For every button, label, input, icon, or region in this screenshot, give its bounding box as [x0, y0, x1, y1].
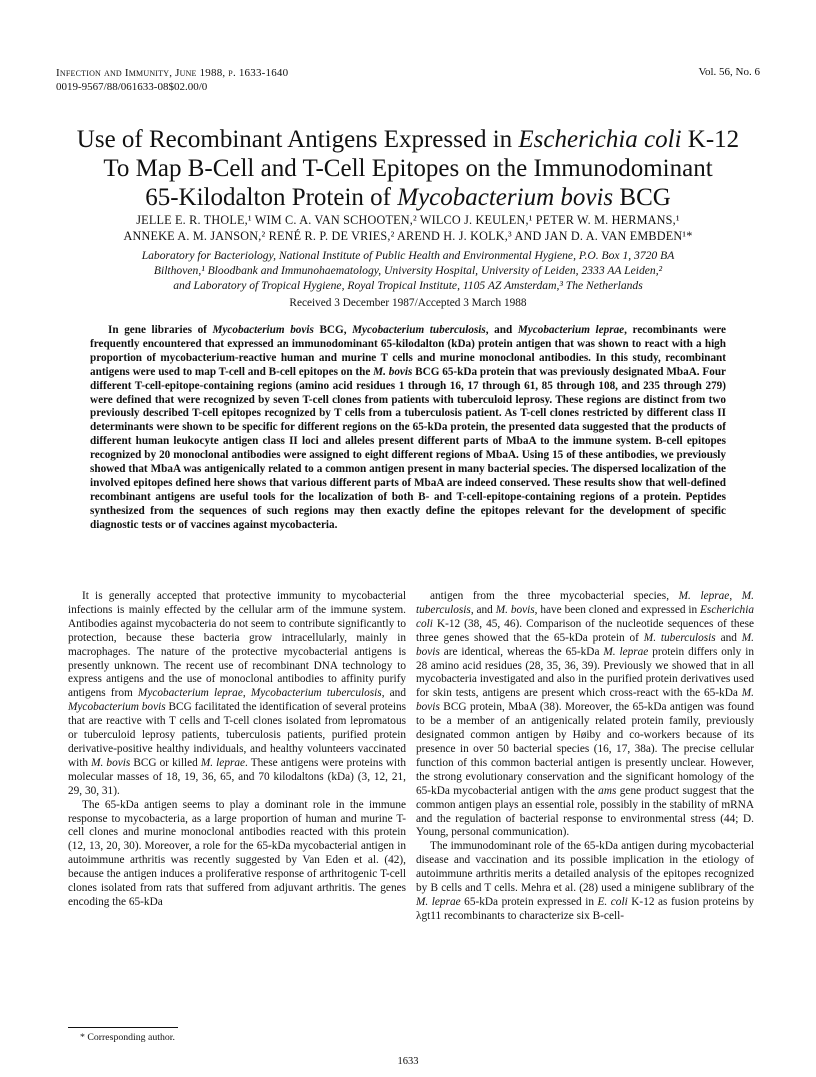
- journal-header: [56, 66, 288, 94]
- paragraph: The 65-kDa antigen seems to play a dominant role in the immune response to mycobacteria, as a large proportion of human and murine T-cell clones and murine monoclonal antibodies reacted with this protein (12, 13, 20, 30). Moreover, a role for the 65-kDa mycobacterial antigen in autoimmune arthritis was recently suggested by Van Eden et al. (42), because the antigen induces a proliferative response of arthritogenic T-cell clones isolated from rats that suffered from adjuvant arthritis. The genes encoding the 65-kDa: [68, 798, 406, 908]
- paragraph: The immunodominant role of the 65-kDa antigen during mycobacterial disease and vaccination and its possible implication in the etiology of autoimmune arthritis merits a detailed analysis of the epitopes recognized by B cells and T cells. Mehra et al. (28) used a minigene sublibrary of the M. leprae 65-kDa protein expressed in E. coli K-12 as fusion proteins by λgt11 recombinants to characterize six B-cell-: [416, 840, 754, 922]
- footnote-rule: [68, 1027, 178, 1028]
- paragraph: It is generally accepted that protective immunity to mycobacterial infections is mainly effected by the cellular arm of the immune system. Antibodies against mycobacteria do not seem to contribute significantly to protection, because these bacteria grow intracellularly, mainly in macrophages. The nature of the protective mycobacterial antigens is presently unknown. The recent use of recombinant DNA technology to express antigens and the use of monoclonal antibodies to affinity purify antigens from Mycobacterium leprae, Mycobacterium tuberculosis, and Mycobacterium bovis BCG facilitated the identification of several proteins that are reactive with T cells and T-cell clones isolated from lepromatous or tuberculoid leprosy patients, tuberculosis patients, purified protein derivative-positive healthy individuals, and healthy volunteers vaccinated with M. bovis BCG or killed M. leprae. These antigens were proteins with molecular masses of 18, 19, 36, 65, and 70 kilodaltons (kDa) (3, 12, 21, 29, 30, 31).: [68, 590, 407, 797]
- affiliation-line-1: Laboratory for Bacteriology, National Institute of Public Health and Environmental Hygiene, P.O. Box 1, 3720 BA: [141, 249, 675, 262]
- title-line-3: 65-Kilodalton Protein of Mycobacterium bovis BCG: [145, 184, 671, 211]
- body-right-column: [416, 590, 754, 924]
- page-number: 1633: [397, 1056, 419, 1067]
- affiliation-line-3: and Laboratory of Tropical Hygiene, Royal Tropical Institute, 1105 AZ Amsterdam,³ The Netherlands: [173, 279, 643, 292]
- article-title: [40, 125, 776, 212]
- article-code: 0019-9567/88/061633-08$02.00/0: [56, 81, 208, 93]
- paragraph: antigen from the three mycobacterial species, M. leprae, M. tuberculosis, and M. bovis, have been cloned and expressed in Escherichia coli K-12 (38, 45, 46). Comparison of the nucleotide sequences of these three genes showed that the 65-kDa protein of M. tuberculosis and M. bovis are identical, whereas the 65-kDa M. leprae protein differs only in 28 amino acid residues (28, 35, 36, 39). Previously we showed that in all mycobacteria investigated and also in the purified protein derivatives used for skin tests, antigens are present which cross-react with the 65-kDa M. bovis BCG protein, MbaA (38). Moreover, the 65-kDa antigen was found to be a member of an antigenically related protein family, previously designated common antigen by Høiby and co-workers because of its presence in over 50 bacterial species (16, 17, 38a). The precise cellular function of this common bacterial antigen is presently unclear. However, the strong evolutionary conservation and the significant homology of the 65-kDa mycobacterial antigen with the ams gene product suggest that the common antigen plays an essential role, possibly in the stability of mRNA and the regulation of bacterial response to environmental stress (44; D. Young, personal communication).: [416, 590, 755, 839]
- journal-citation: Infection and Immunity, June 1988, p. 1633-1640: [56, 67, 289, 79]
- footnote: * Corresponding author.: [80, 1032, 175, 1043]
- author-line-1: JELLE E. R. THOLE,¹ WIM C. A. VAN SCHOOTEN,² WILCO J. KEULEN,¹ PETER W. M. HERMANS,¹: [136, 213, 680, 227]
- author-list: [40, 212, 776, 244]
- volume-issue: Vol. 56, No. 6: [698, 66, 760, 78]
- title-line-2: To Map B-Cell and T-Cell Epitopes on the Immunodominant: [103, 155, 713, 182]
- author-line-2: ANNEKE A. M. JANSON,² RENÉ R. P. DE VRIES,² AREND H. J. KOLK,³ AND JAN D. A. VAN EMBDEN¹*: [123, 229, 693, 243]
- abstract: In gene libraries of Mycobacterium bovis BCG, Mycobacterium tuberculosis, and Mycobacterium leprae, recombinants were frequently encountered that expressed an immunodominant 65-kilodalton (kDa) protein antigen that was shown to react with a high proportion of mycobacterium-reactive human and murine T cells and murine monoclonal antibodies. In this study, recombinant antigens were used to map T-cell and B-cell epitopes on the M. bovis BCG 65-kDa protein that was previously designated MbaA. Four different T-cell-epitope-containing regions (amino acid residues 1 through 16, 17 through 61, 85 through 108, and 235 through 279) were defined that were recognized by seven T-cell clones from patients with tuberculoid leprosy. These regions are distinct from two previously described T-cell epitopes recognized by T cells from a tuberculosis patient. As T-cell clones restricted by different class II determinants were shown to be specific for different regions on the 65-kDa protein, the presented data suggested that the products of different human leukocyte antigen class II loci and alleles present different parts of MbaA to the immune system. B-cell epitopes recognized by 20 monoclonal antibodies were assigned to eight different regions of MbaA. Using 15 of these antibodies, we previously showed that MbaA was antigenically related to a common antigen present in many bacterial species. The dispersed localization of the involved epitopes defined here shows that various different parts of MbaA are indeed conserved. These results show that well-defined recombinant antigens are useful tools for the localization of both B- and T-cell-epitope-containing regions of a protein. Peptides synthesized from the sequences of such regions may then exactly define the epitopes relevant for the development of specific diagnostic tests or of vaccines against mycobacteria.: [90, 324, 727, 531]
- affiliations: [70, 248, 746, 293]
- affiliation-line-2: Bilthoven,¹ Bloodbank and Immunohaematology, University Hospital, University of Leiden, 2333 AA Leiden,²: [153, 264, 663, 277]
- title-line-1: Use of Recombinant Antigens Expressed in Escherichia coli K-12: [76, 126, 740, 153]
- body-left-column: [68, 590, 406, 910]
- received-dates: Received 3 December 1987/Accepted 3 March 1988: [289, 297, 527, 309]
